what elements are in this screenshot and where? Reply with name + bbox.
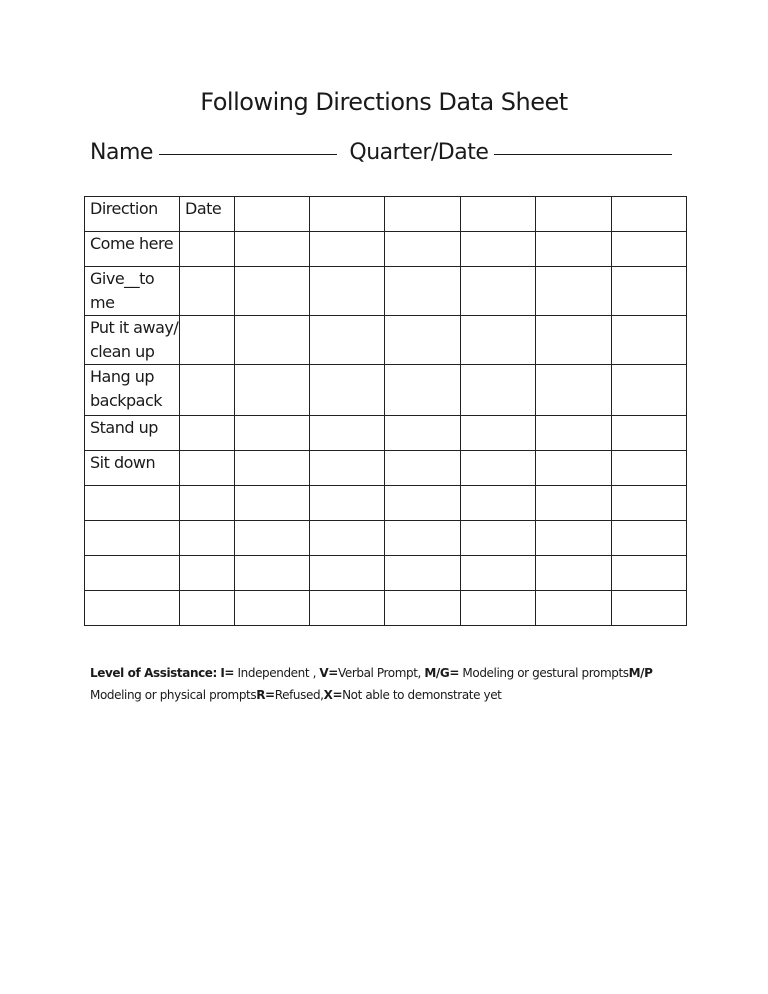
tally-cell xyxy=(310,416,385,451)
tally-cell xyxy=(180,267,235,316)
header-direction: Direction xyxy=(85,197,180,232)
tally-cell xyxy=(180,591,235,626)
tally-cell xyxy=(310,232,385,267)
tally-cell xyxy=(180,521,235,556)
tally-cell xyxy=(385,232,461,267)
directions-table xyxy=(84,196,687,626)
direction-cell xyxy=(85,556,180,591)
tally-cell xyxy=(536,316,612,365)
tally-cell xyxy=(536,486,612,521)
tally-cell xyxy=(536,416,612,451)
tally-cell xyxy=(461,591,536,626)
legend-text-v: Verbal Prompt, xyxy=(337,666,425,680)
tally-cell xyxy=(235,316,310,365)
tally-cell xyxy=(612,232,687,267)
direction-cell: Give__to me xyxy=(85,267,180,316)
tally-cell xyxy=(385,365,461,416)
legend-code-r: R= xyxy=(256,688,275,702)
tally-cell xyxy=(235,451,310,486)
tally-cell xyxy=(461,451,536,486)
legend-text-x: Not able to demonstrate yet xyxy=(342,688,502,702)
tally-cell xyxy=(310,316,385,365)
table-row xyxy=(85,316,687,365)
tally-cell xyxy=(612,267,687,316)
tally-cell xyxy=(235,416,310,451)
tally-cell xyxy=(461,232,536,267)
tally-cell xyxy=(180,486,235,521)
direction-cell: Sit down xyxy=(85,451,180,486)
tally-cell xyxy=(310,486,385,521)
tally-cell xyxy=(235,267,310,316)
tally-cell xyxy=(310,591,385,626)
tally-cell xyxy=(385,316,461,365)
header-blank-cell xyxy=(310,197,385,232)
tally-cell xyxy=(536,267,612,316)
tally-cell xyxy=(461,556,536,591)
tally-cell xyxy=(461,365,536,416)
page-title: Following Directions Data Sheet xyxy=(200,88,568,116)
tally-cell xyxy=(235,486,310,521)
table-row xyxy=(85,556,687,591)
tally-cell xyxy=(385,556,461,591)
tally-cell xyxy=(235,521,310,556)
tally-cell xyxy=(536,365,612,416)
tally-cell xyxy=(235,365,310,416)
header-blank-cell xyxy=(235,197,310,232)
header-blank-cell xyxy=(536,197,612,232)
tally-cell xyxy=(612,556,687,591)
tally-cell xyxy=(385,486,461,521)
legend-label: Level of Assistance: xyxy=(90,666,217,680)
direction-cell xyxy=(85,521,180,556)
tally-cell xyxy=(180,451,235,486)
tally-cell xyxy=(536,521,612,556)
tally-cell xyxy=(536,556,612,591)
legend-text-mp: Modeling or physical prompts xyxy=(90,688,257,702)
legend-text-mg: Modeling or gestural prompts xyxy=(459,666,629,680)
tally-cell xyxy=(536,591,612,626)
tally-cell xyxy=(385,591,461,626)
legend-text-r: Refused, xyxy=(274,688,324,702)
quarter-date-label: Quarter/Date xyxy=(349,140,489,165)
tally-cell xyxy=(612,486,687,521)
direction-cell xyxy=(85,486,180,521)
table-row xyxy=(85,365,687,416)
tally-cell xyxy=(536,232,612,267)
tally-cell xyxy=(385,521,461,556)
header-blank-cell xyxy=(385,197,461,232)
tally-cell xyxy=(180,316,235,365)
tally-cell xyxy=(612,316,687,365)
tally-cell xyxy=(310,267,385,316)
direction-cell: Come here xyxy=(85,232,180,267)
tally-cell xyxy=(536,451,612,486)
name-label: Name xyxy=(90,140,153,165)
tally-cell xyxy=(461,521,536,556)
direction-cell: Hang up backpack xyxy=(85,365,180,416)
tally-cell xyxy=(385,451,461,486)
tally-cell xyxy=(461,416,536,451)
tally-cell xyxy=(461,486,536,521)
tally-cell xyxy=(180,416,235,451)
tally-cell xyxy=(461,267,536,316)
quarter-date-blank xyxy=(494,153,672,155)
legend-code-v: V= xyxy=(319,666,338,680)
tally-cell xyxy=(612,416,687,451)
legend-code-mp: M/P xyxy=(628,666,653,680)
tally-cell xyxy=(235,232,310,267)
tally-cell xyxy=(310,556,385,591)
tally-cell xyxy=(310,521,385,556)
name-quarter-line xyxy=(90,140,678,165)
tally-cell xyxy=(310,365,385,416)
tally-cell xyxy=(385,416,461,451)
table-row xyxy=(85,232,687,267)
tally-cell xyxy=(235,556,310,591)
header-blank-cell xyxy=(461,197,536,232)
tally-cell xyxy=(310,451,385,486)
legend-code-i: I= xyxy=(220,666,235,680)
table-row xyxy=(85,521,687,556)
tally-cell xyxy=(180,556,235,591)
tally-cell xyxy=(612,591,687,626)
tally-cell xyxy=(235,591,310,626)
assistance-legend xyxy=(90,662,690,706)
table-row xyxy=(85,591,687,626)
table-row xyxy=(85,486,687,521)
tally-cell xyxy=(385,267,461,316)
tally-cell xyxy=(180,365,235,416)
legend-code-x: X= xyxy=(323,688,343,702)
direction-cell xyxy=(85,591,180,626)
table-row xyxy=(85,416,687,451)
direction-cell: Put it away/ clean up xyxy=(85,316,180,365)
name-blank xyxy=(159,153,337,155)
legend-text-i: Independent , xyxy=(234,666,320,680)
direction-cell: Stand up xyxy=(85,416,180,451)
table-header-row xyxy=(85,197,687,232)
header-date: Date xyxy=(180,197,235,232)
table-row xyxy=(85,451,687,486)
tally-cell xyxy=(461,316,536,365)
tally-cell xyxy=(180,232,235,267)
tally-cell xyxy=(612,365,687,416)
table-row xyxy=(85,267,687,316)
tally-cell xyxy=(612,451,687,486)
header-blank-cell xyxy=(612,197,687,232)
legend-code-mg: M/G= xyxy=(424,666,460,680)
tally-cell xyxy=(612,521,687,556)
